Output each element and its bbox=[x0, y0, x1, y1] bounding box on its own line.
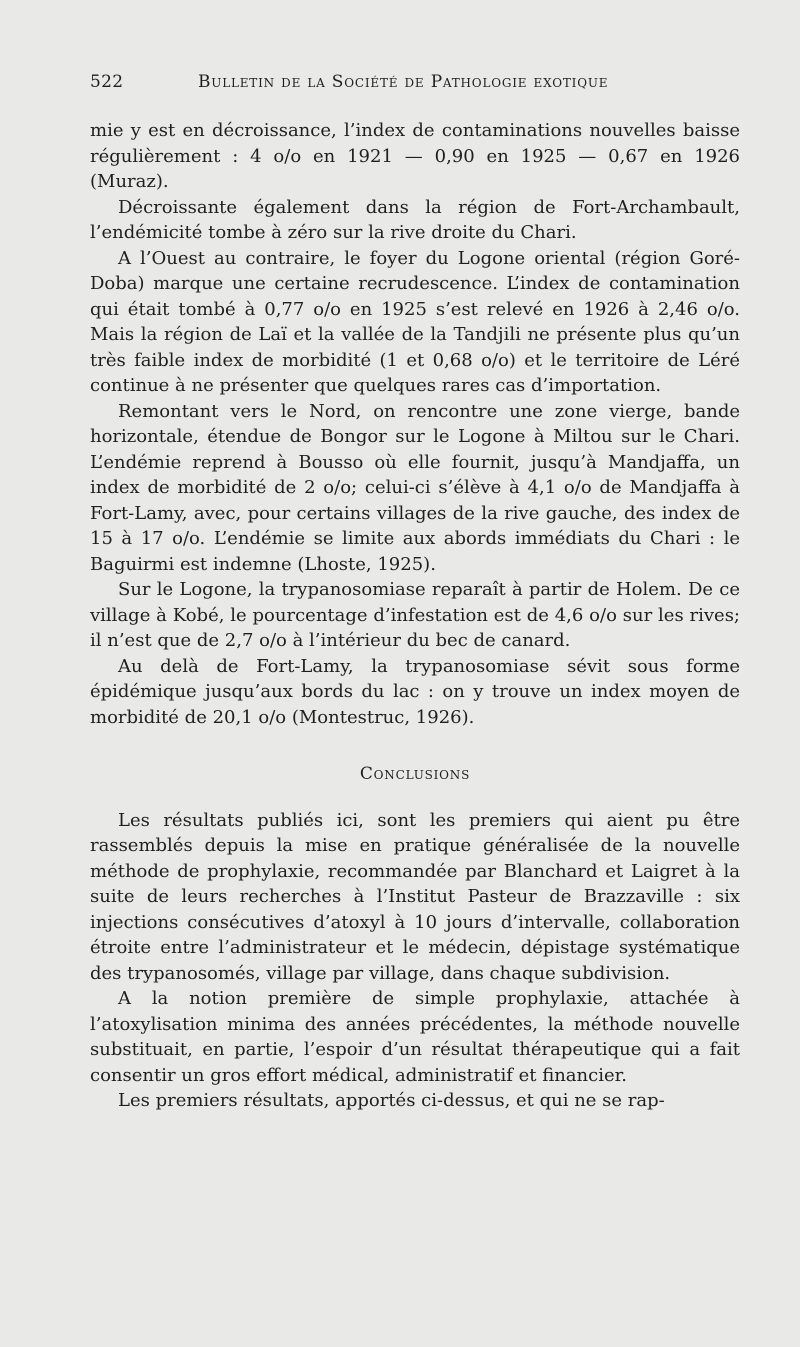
paragraph: Sur le Logone, la trypanosomiase reparaît à partir de Holem. De ce village à Kobé, le pourcentage d’infestation est de 4,6 o/o sur les rives; il n’est que de 2,7 o/o à l’intérieur du bec de canard. bbox=[90, 579, 740, 651]
page-header bbox=[90, 72, 740, 100]
paragraph: Les premiers résultats, apportés ci-dessus, et qui ne se rap- bbox=[118, 1090, 665, 1111]
paragraph: A l’Ouest au contraire, le foyer du Logone oriental (région Goré-Doba) marque une certaine recrudescence. L’index de contamination qui était tombé à 0,77 o/o en 1925 s’est relevé en 1926 à 2,46 o/o. Mais la région de Laï et la vallée de la Tandjili ne présente plus qu’un très faible index de morbidité (1 et 0,68 o/o) et le territoire de Léré continue à ne présenter que quelques rares cas d’importation. bbox=[90, 247, 740, 396]
body-text bbox=[90, 118, 740, 1114]
paragraph: Au delà de Fort-Lamy, la trypanosomiase sévit sous forme épidémique jusqu’aux bords du lac : on y trouve un index moyen de morbidité de 20,1 o/o (Montestruc, 1926). bbox=[90, 655, 740, 728]
paragraph: mie y est en décroissance, l’index de contaminations nouvelles baisse régulièrement : 4 o/o en 1921 — 0,90 en 1925 — 0,67 en 1926 (Muraz). bbox=[90, 120, 740, 192]
paragraph: Décroissante également dans la région de Fort-Archambault, l’endémicité tombe à zéro sur la rive droite du Chari. bbox=[90, 196, 740, 243]
journal-title: Bulletin de la Société de Pathologie exotique bbox=[198, 72, 609, 92]
paragraph: Remontant vers le Nord, on rencontre une zone vierge, bande horizontale, étendue de Bongor sur le Logone à Miltou sur le Chari. L’endémie reprend à Bousso où elle fournit, jusqu’à Mandjaffa, un index de morbidité de 2 o/o; celui-ci s’élève à 4,1 o/o de Mandjaffa à Fort-Lamy, avec, pour certains villages de la rive gauche, des index de 15 à 17 o/o. L’endémie se limite aux abords immédiats du Chari : le Baguirmi est indemne (Lhoste, 1925). bbox=[90, 400, 740, 575]
section-heading-conclusions: Conclusions bbox=[359, 764, 471, 784]
paragraph: A la notion première de simple prophylaxie, attachée à l’atoxylisation minima des années précédentes, la méthode nouvelle substituait, en partie, l’espoir d’un résultat thérapeutique qui a fait consentir un gros effort médical, administratif et financier. bbox=[90, 988, 740, 1086]
paragraph: Les résultats publiés ici, sont les premiers qui aient pu être rassemblés depuis la mise en pratique généralisée de la nouvelle méthode de prophylaxie, recommandée par Blanchard et Laigret à la suite de leurs recherches à l’Institut Pasteur de Brazzaville : six injections consécutives d’atoxyl à 10 jours d’intervalle, collaboration étroite entre l’administrateur et le médecin, dépistage systématique des trypanosomés, village par village, dans chaque subdivision. bbox=[90, 809, 740, 984]
page-number: 522 bbox=[90, 72, 124, 92]
